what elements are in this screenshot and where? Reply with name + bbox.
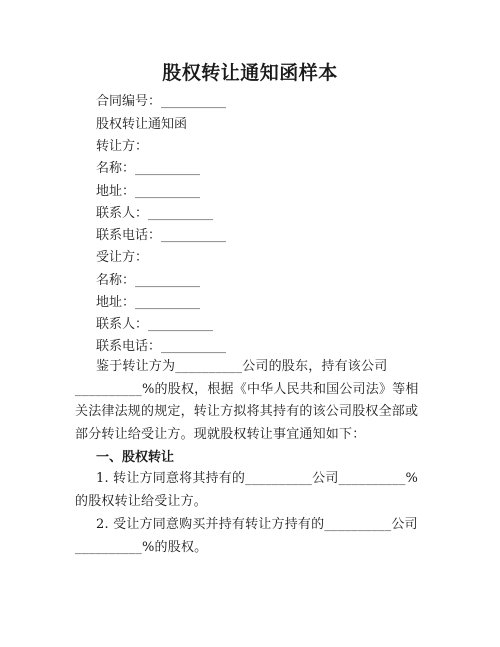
transferor-contact-line: 联系人：__________	[96, 206, 214, 221]
transferor-name-line: 名称：__________	[96, 161, 201, 176]
intro-paragraph: 鉴于转让方为__________公司的股东，持有该公司__________%的股权，根据《中华人民共和国公司法》等相关法律法规的规定，转让方拟将其持有的该公司股权全部或部分转让给受让方。现就股权转让事宜通知如下：	[75, 359, 419, 442]
clause-1: 1. 转让方同意将其持有的__________公司__________%的股权转让给受让方。	[75, 471, 419, 509]
transferee-address-line: 地址：__________	[96, 295, 201, 310]
contract-number-line: 合同编号：__________	[96, 94, 227, 109]
transferee-phone-line: 联系电话：__________	[96, 339, 227, 354]
document-title: 股权转让通知函样本	[162, 62, 338, 84]
transferee-contact-line: 联系人：__________	[96, 317, 214, 332]
transferor-address-line: 地址：__________	[96, 184, 201, 199]
transferee-name-line: 名称：__________	[96, 273, 201, 288]
notice-name-line: 股权转让通知函	[96, 117, 188, 132]
section-1-heading: 一、股权转让	[96, 450, 175, 465]
transferor-label: 转让方：	[96, 139, 149, 154]
transferor-phone-line: 联系电话：__________	[96, 228, 227, 243]
transferee-label: 受让方：	[96, 250, 149, 265]
clause-2: 2. 受让方同意购买并持有转让方持有的__________公司__________%的股权。	[75, 517, 418, 555]
